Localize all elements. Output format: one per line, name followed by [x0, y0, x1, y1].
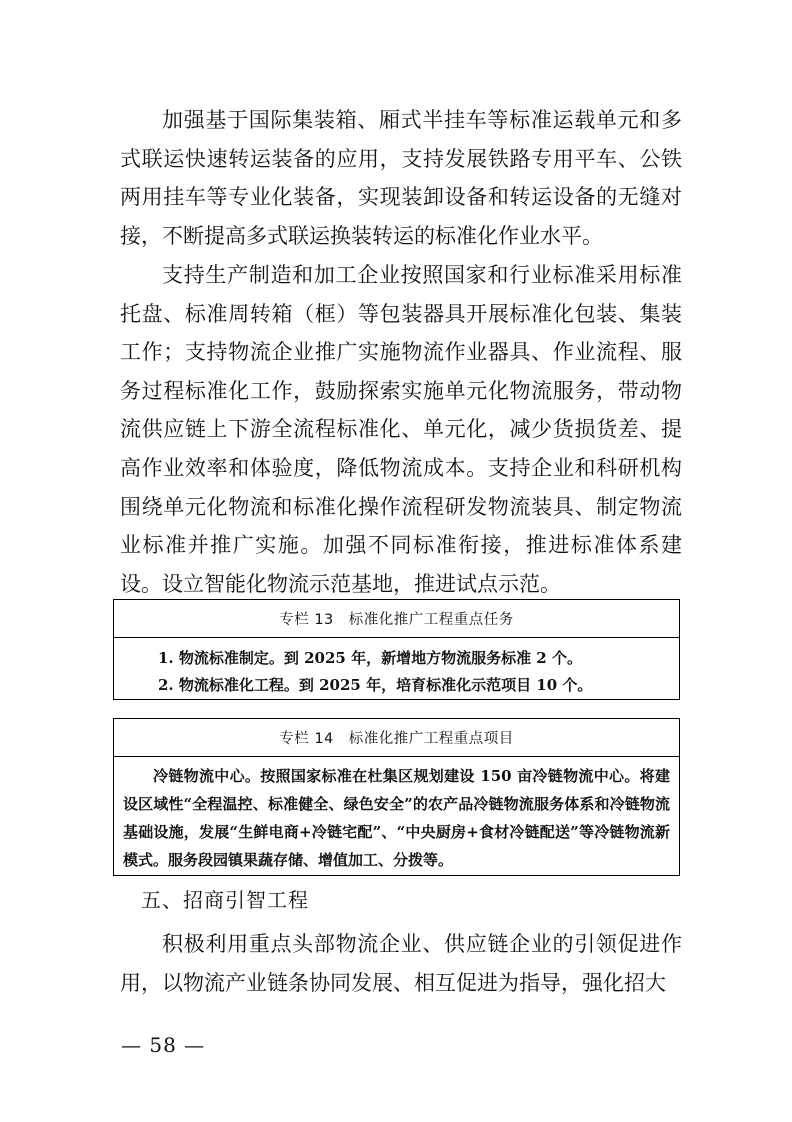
column-box-14-body: 冷链物流中心。按照国家标准在杜集区规划建设 150 亩冷链物流中心。将建设区域性“全程温控、标准健全、绿色安全”的农产品冷链物流服务体系和冷链物流基础设施，发展“生鲜电商+冷链宅配”、“中央厨房+食材冷链配送”等冷链物流新模式。服务段园镇果蔬存储、增值加工、分拨等。 — [123, 767, 670, 869]
column-box-13-item-2: 2. 物流标准化工程。到 2025 年，培育标准化示范项目 10 个。 — [158, 676, 593, 694]
column-box-14-title: 专栏 14 标准化推广工程重点项目 — [114, 719, 679, 757]
column-box-13-body — [114, 638, 679, 699]
column-box-14 — [113, 718, 680, 876]
section-5-paragraph: 积极利用重点头部物流企业、供应链企业的引领促进作用，以物流产业链条协同发展、相互促进为指导，强化招大 — [120, 932, 682, 995]
page-number: — 58 — — [121, 1033, 206, 1057]
column-box-13-item-1: 1. 物流标准制定。到 2025 年，新增地方物流服务标准 2 个。 — [158, 649, 582, 667]
body-paragraph-1: 加强基于国际集装箱、厢式半挂车等标准运载单元和多式联运快速转运装备的应用，支持发展铁路专用平车、公铁两用挂车等专业化装备，实现装卸设备和转运设备的无缝对接，不断提高多式联运换装转运的标准化作业水平。 — [120, 108, 682, 248]
body-paragraph-2: 支持生产制造和加工企业按照国家和行业标准采用标准托盘、标准周转箱（框）等包装器具开展标准化包装、集装工作；支持物流企业推广实施物流作业器具、作业流程、服务过程标准化工作，鼓励探索实施单元化物流服务，带动物流供应链上下游全流程标准化、单元化，减少货损货差、提高作业效率和体验度，降低物流成本。支持企业和科研机构围绕单元化物流和标准化操作流程研发物流装具、制定物流业标准并推广实施。加强不同标准衔接，推进标准体系建设。设立智能化物流示范基地，推进试点示范。 — [120, 263, 682, 596]
column-box-13 — [113, 599, 680, 700]
column-box-13-title: 专栏 13 标准化推广工程重点任务 — [114, 600, 679, 638]
section-heading: 五、招商引智工程 — [141, 888, 309, 912]
